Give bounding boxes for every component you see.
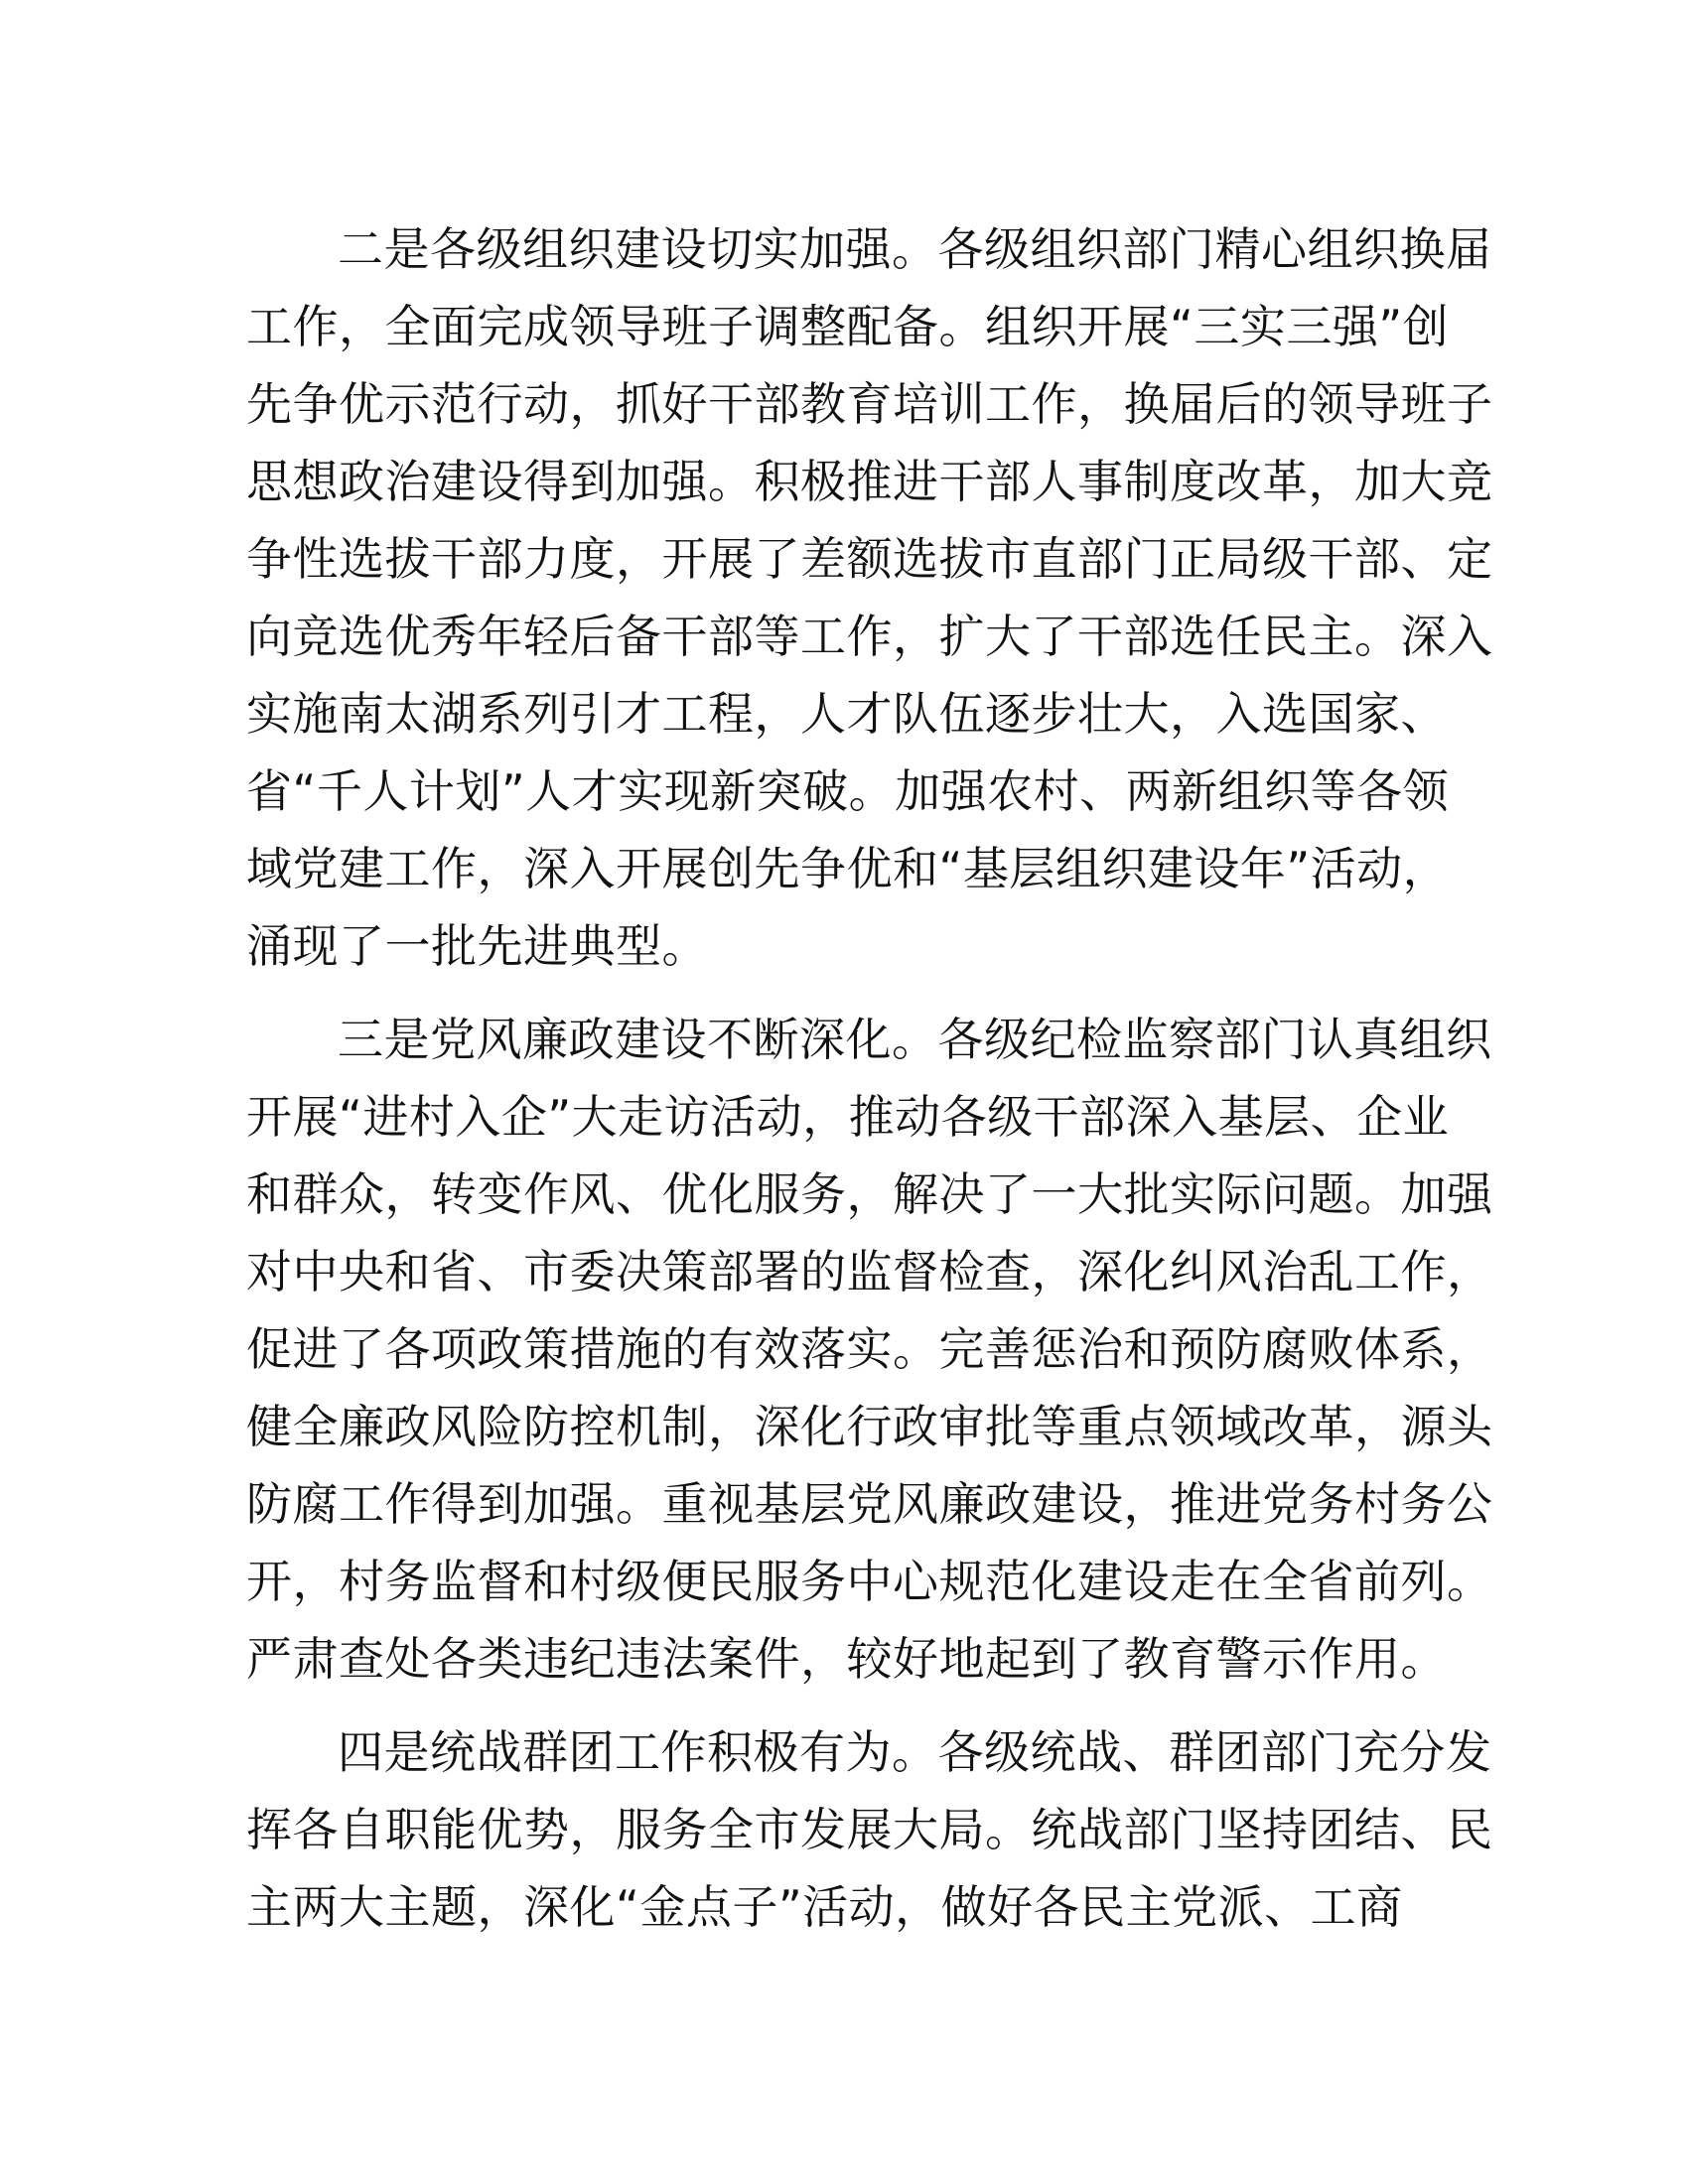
text-line: 主两大主题，深化“金点子”活动，做好各民主党派、工商 [246,1880,1403,1934]
text-line: 域党建工作，深入开展创先争优和“基层组织建设年”活动， [246,842,1450,895]
text-line: 争性选拔干部力度，开展了差额选拔市直部门正局级干部、定 [246,532,1493,586]
text-line: 开展“进村入企”大走访活动，推动各级干部深入基层、企业 [246,1090,1450,1144]
text-line: 二是各级组织建设切实加强。各级组织部门精心组织换届 [338,222,1492,276]
text-line: 省“千人计划”人才实现新突破。加强农村、两新组织等各领 [246,764,1450,818]
paragraph-party-conduct [246,1001,1493,1698]
text-line: 严肃查处各类违纪违法案件，较好地起到了教育警示作用。 [246,1632,1447,1686]
text-line: 开，村务监督和村级便民服务中心规范化建设走在全省前列。 [246,1555,1493,1608]
paragraph-united-front [246,1713,1493,1946]
text-line: 挥各自职能优势，服务全市发展大局。统战部门坚持团结、民 [246,1803,1493,1856]
text-line: 对中央和省、市委决策部署的监督检查，深化纠风治乱工作， [246,1245,1493,1298]
document-body [246,210,1493,1962]
text-line: 促进了各项政策措施的有效落实。完善惩治和预防腐败体系， [246,1322,1493,1376]
text-line: 工作，全面完成领导班子调整配备。组织开展“三实三强”创 [246,300,1450,353]
text-line: 健全廉政风险防控机制，深化行政审批等重点领域改革，源头 [246,1400,1493,1453]
text-line: 三是党风廉政建设不断深化。各级纪检监察部门认真组织 [338,1013,1492,1066]
text-line: 实施南太湖系列引才工程，人才队伍逐步壮大，入选国家、 [246,687,1447,741]
text-line: 防腐工作得到加强。重视基层党风廉政建设，推进党务村务公 [246,1477,1493,1531]
text-line: 先争优示范行动，抓好干部教育培训工作，换届后的领导班子 [246,377,1493,431]
text-line: 涌现了一批先进典型。 [246,919,708,973]
paragraph-organization-building [246,210,1493,985]
text-line: 思想政治建设得到加强。积极推进干部人事制度改革，加大竞 [246,455,1493,508]
text-line: 向竞选优秀年轻后备干部等工作，扩大了干部选任民主。深入 [246,610,1493,663]
text-line: 和群众，转变作风、优化服务，解决了一大批实际问题。加强 [246,1167,1493,1221]
text-line: 四是统战群团工作积极有为。各级统战、群团部门充分发 [338,1725,1492,1779]
